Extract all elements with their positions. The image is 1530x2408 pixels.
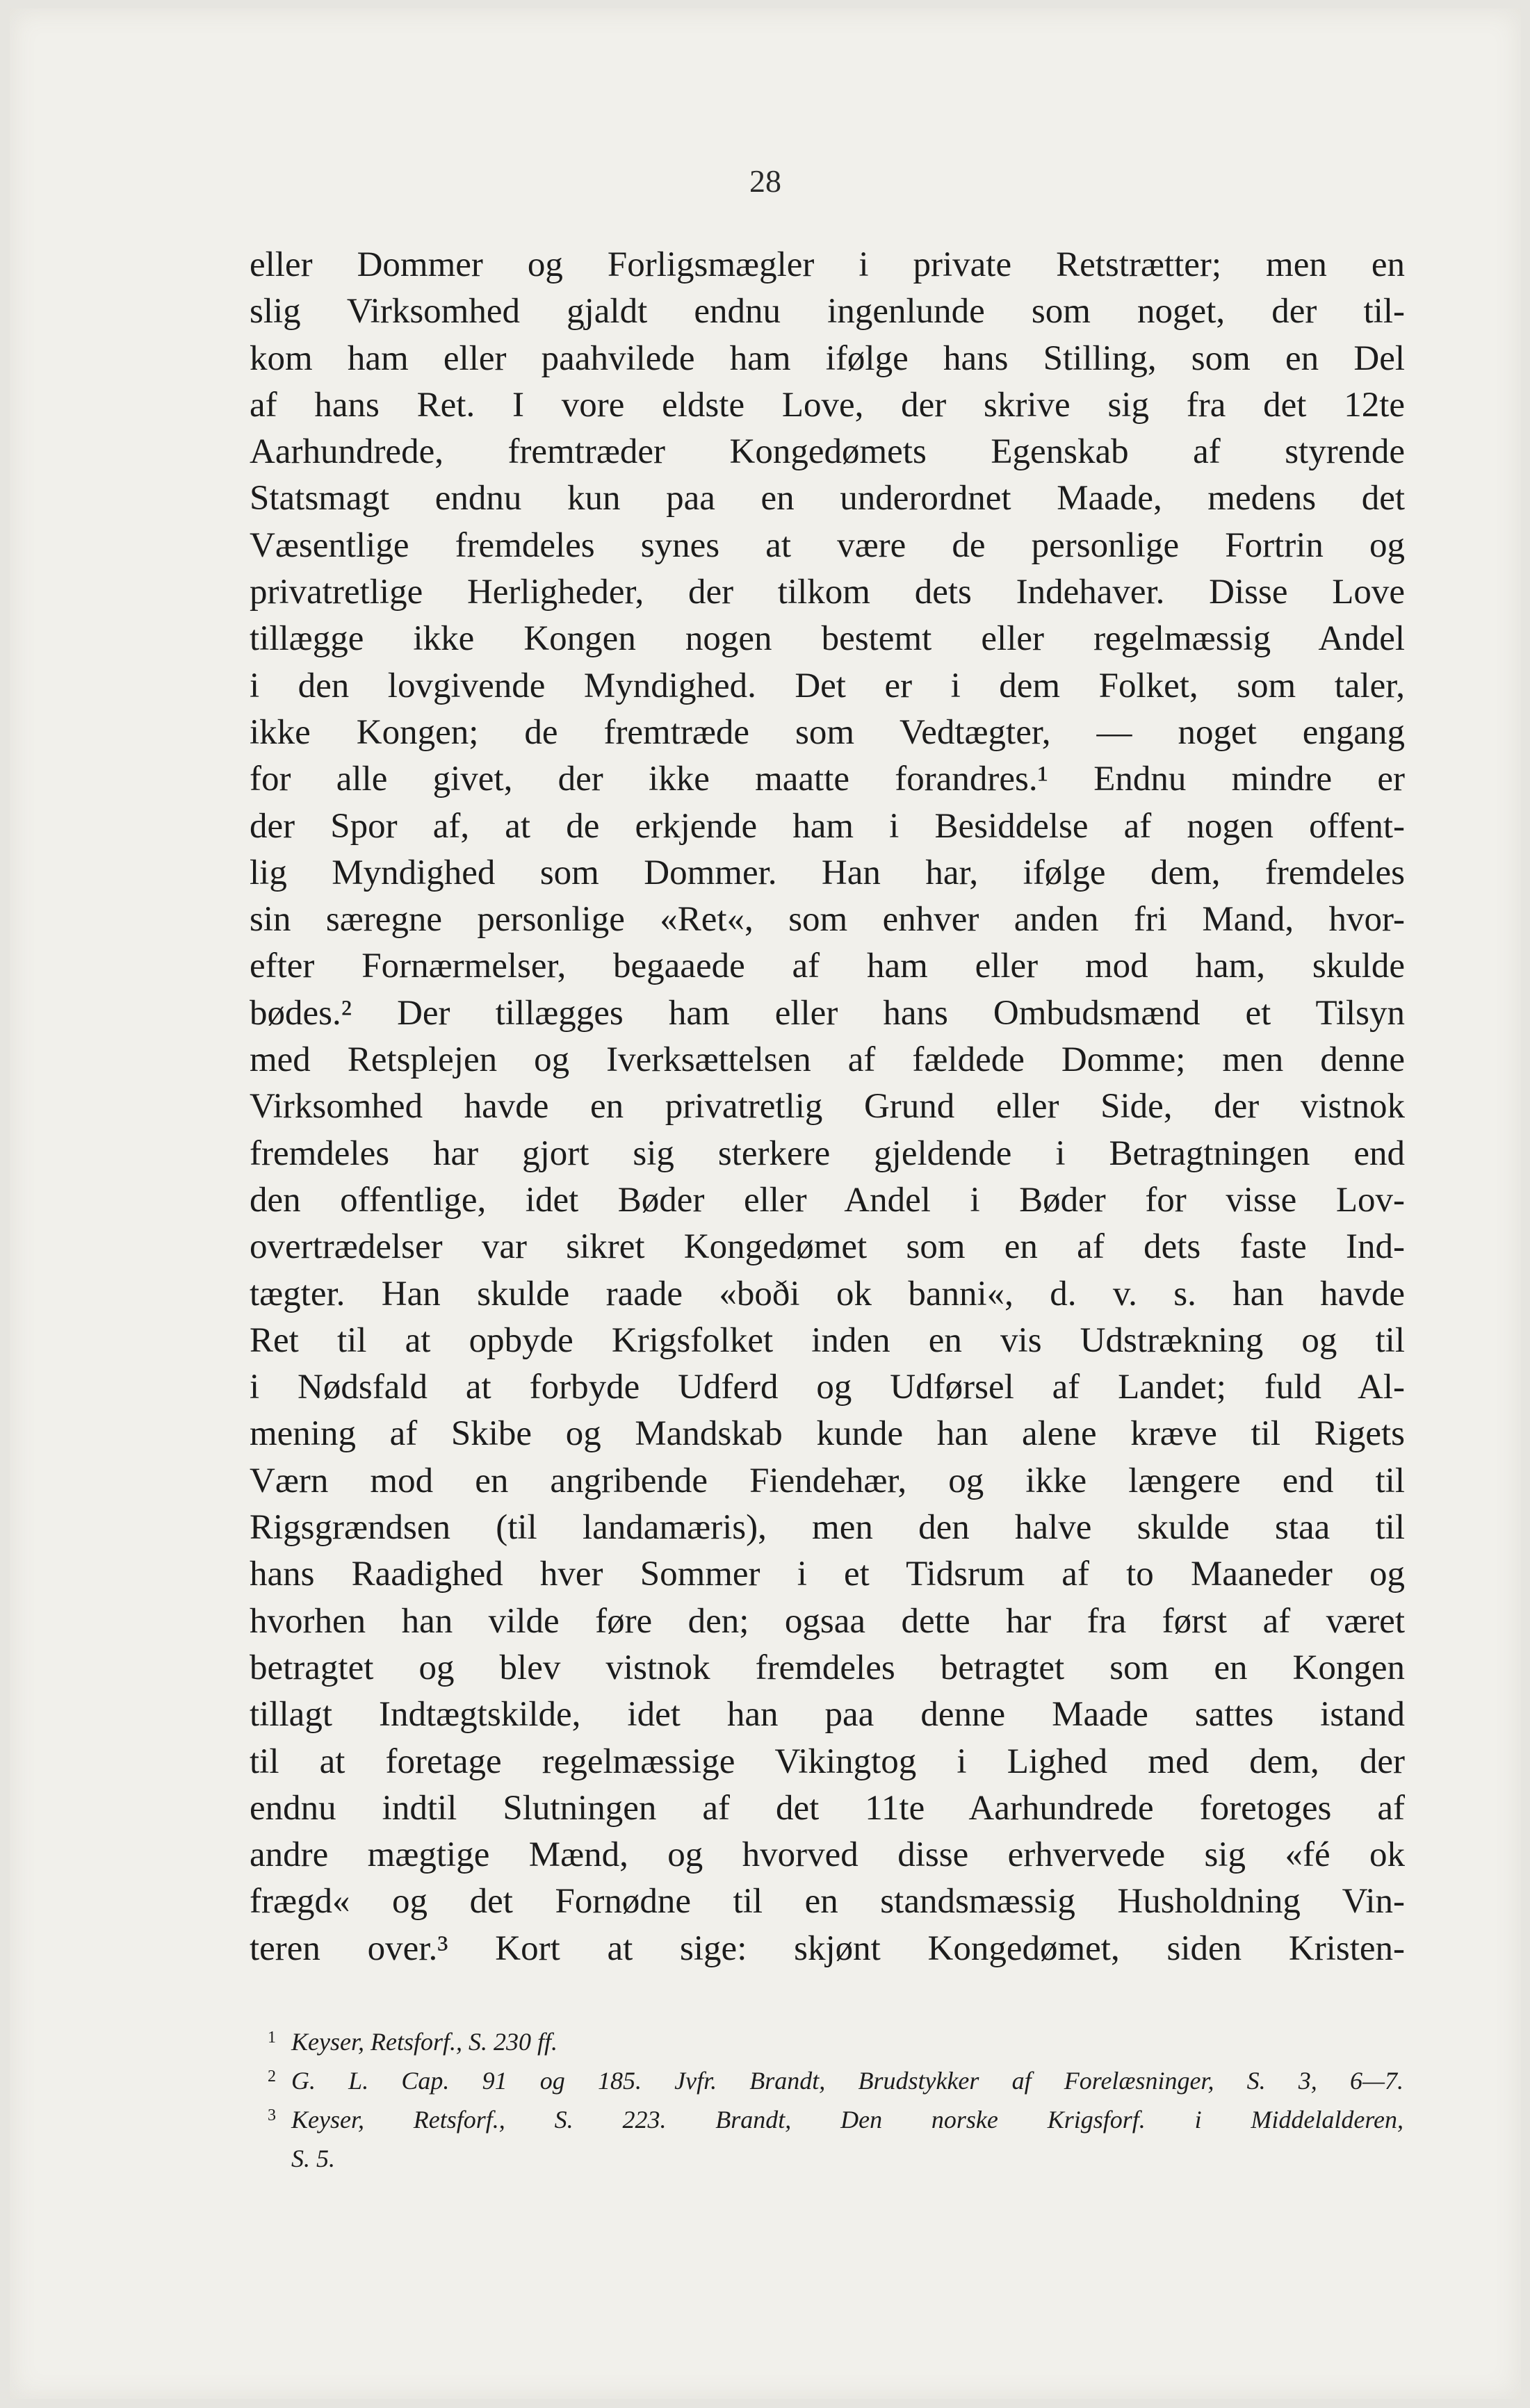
text-line: hans Raadighed hver Sommer i et Tidsrum af to Maaneder og (250, 1555, 1405, 1594)
text-line: overtrædelser var sikret Kongedømet som en af dets faste Ind- (250, 1227, 1405, 1267)
text-line: ikke Kongen; de fremtræde som Vedtægter, — noget engang (250, 712, 1405, 752)
text-line: den offentlige, idet Bøder eller Andel i Bøder for visse Lov- (250, 1180, 1405, 1220)
text-line: i den lovgivende Myndighed. Det er i dem Folket, som taler, (250, 666, 1405, 705)
text-line: hvorhen han vilde føre den; ogsaa dette har fra først af været (250, 1601, 1405, 1641)
footnote-text: S. 5. (291, 2145, 335, 2172)
text-line: der Spor af, at de erkjende ham i Besiddelse af nogen offent- (250, 806, 1405, 846)
footnotes (268, 2022, 1403, 2178)
text-line: i Nødsfald at forbyde Udferd og Udførsel af Landet; fuld Al- (250, 1368, 1405, 1407)
text-line: bødes.² Der tillægges ham eller hans Ombudsmænd et Tilsyn (250, 993, 1405, 1033)
text-line: Rigsgrændsen (til landamæris), men den halve skulde staa til (250, 1508, 1405, 1548)
text-line: Ret til at opbyde Krigsfolket inden en vis Udstrækning og til (250, 1320, 1405, 1360)
footnote-line (268, 2100, 1403, 2139)
text-line: andre mægtige Mænd, og hvorved disse erhvervede sig «fé ok (250, 1835, 1405, 1875)
text-line: lig Myndighed som Dommer. Han har, ifølge dem, fremdeles (250, 853, 1405, 892)
text-line: betragtet og blev vistnok fremdeles betragtet som en Kongen (250, 1648, 1405, 1687)
text-line: eller Dommer og Forligsmægler i private Retstrætter; men en (250, 245, 1405, 284)
footnote-mark: 1 (268, 2029, 276, 2047)
footnote-text: Keyser, Retsforf., S. 230 ff. (291, 2028, 558, 2056)
text-line: teren over.³ Kort at sige: skjønt Kongedømet, siden Kristen- (250, 1928, 1405, 1968)
footnote-mark: 2 (268, 2067, 276, 2086)
book-page (10, 8, 1521, 2399)
body-text (250, 242, 1405, 1972)
text-line: endnu indtil Slutningen af det 11te Aarhundrede foretoges af (250, 1788, 1405, 1828)
text-line: kom ham eller paahvilede ham ifølge hans Stilling, som en Del (250, 338, 1405, 378)
text-line: frægd« og det Fornødne til en standsmæssig Husholdning Vin- (250, 1882, 1405, 1922)
text-line: Virksomhed havde en privatretlig Grund eller Side, der vistnok (250, 1087, 1405, 1127)
text-line: Væsentlige fremdeles synes at være de personlige Fortrin og (250, 525, 1405, 565)
footnote-text: Keyser, Retsforf., S. 223. Brandt, Den norske Krigsforf. i Middelalderen, (291, 2106, 1403, 2133)
footnote-line (268, 2022, 1403, 2061)
text-line: mening af Skibe og Mandskab kunde han alene kræve til Rigets (250, 1414, 1405, 1454)
text-line: af hans Ret. I vore eldste Love, der skrive sig fra det 12te (250, 385, 1405, 425)
text-line: efter Fornærmelser, begaaede af ham eller mod ham, skulde (250, 947, 1405, 986)
text-line: med Retsplejen og Iverksættelsen af fældede Domme; men denne (250, 1040, 1405, 1080)
text-line: for alle givet, der ikke maatte forandres.¹ Endnu mindre er (250, 760, 1405, 799)
text-line: Værn mod en angribende Fiendehær, og ikke længere end til (250, 1461, 1405, 1500)
footnote-line (268, 2061, 1403, 2100)
footnote-text: G. L. Cap. 91 og 185. Jvfr. Brandt, Brudstykker af Forelæsninger, S. 3, 6—7. (291, 2067, 1403, 2095)
text-line: tillægge ikke Kongen nogen bestemt eller regelmæssig Andel (250, 619, 1405, 659)
text-line: tillagt Indtægtskilde, idet han paa denne Maade sattes istand (250, 1695, 1405, 1735)
text-line: fremdeles har gjort sig sterkere gjeldende i Betragtningen end (250, 1133, 1405, 1173)
text-line: slig Virksomhed gjaldt endnu ingenlunde som noget, der til- (250, 292, 1405, 331)
text-line: sin særegne personlige «Ret«, som enhver anden fri Mand, hvor- (250, 900, 1405, 940)
text-line: Statsmagt endnu kun paa en underordnet Maade, medens det (250, 479, 1405, 518)
text-line: tægter. Han skulde raade «boði ok banni«, d. v. s. han havde (250, 1274, 1405, 1313)
text-line: Aarhundrede, fremtræder Kongedømets Egenskab af styrende (250, 432, 1405, 472)
text-line: til at foretage regelmæssige Vikingtog i Lighed med dem, der (250, 1742, 1405, 1781)
page-number: 28 (749, 163, 781, 199)
footnote-mark: 3 (268, 2106, 276, 2124)
text-line: privatretlige Herligheder, der tilkom dets Indehaver. Disse Love (250, 573, 1405, 612)
footnote-line (291, 2139, 1403, 2178)
